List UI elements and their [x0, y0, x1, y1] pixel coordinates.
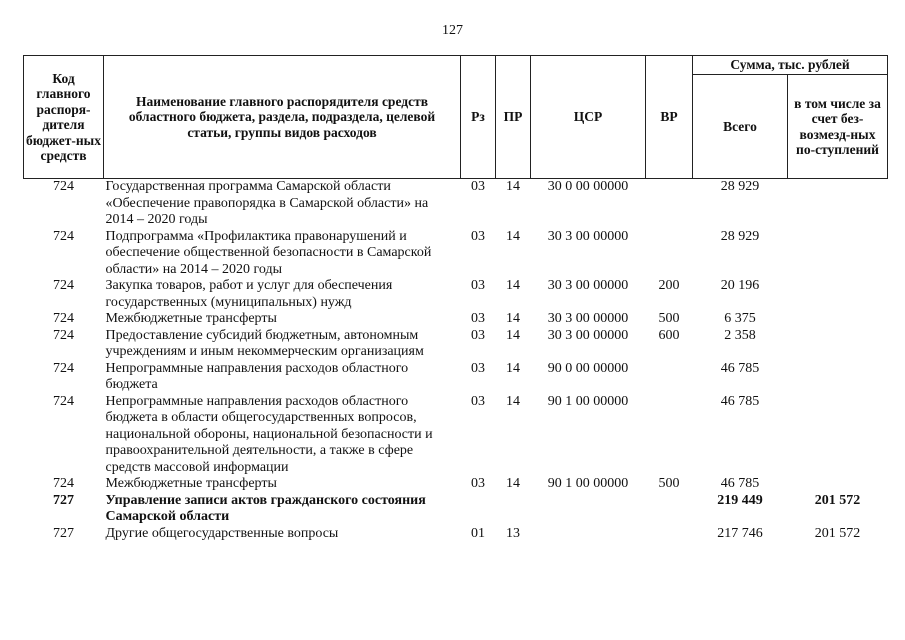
header-row-1	[24, 56, 888, 75]
cell-vr: 500	[658, 476, 680, 491]
cell-code: 727	[53, 492, 74, 508]
cell-name: Закупка товаров, работ и услуг для обеспечения государственных (муниципальных) нужд	[105, 278, 393, 310]
cell-free	[788, 328, 888, 361]
cell-name: Непрограммные направления расходов областного бюджета в области общегосударственных вопросов, национальной обороны, национальной безопасности и правоохранительной деятельности, а также в сфере средств массовой информации	[105, 393, 433, 475]
cell-pr: 14	[506, 179, 520, 194]
cell-pr: 14	[506, 311, 520, 326]
cell-code: 724	[53, 327, 74, 343]
cell-rz: 03	[471, 228, 485, 244]
cell-total: 28 929	[720, 179, 760, 194]
cell-total: 6 375	[724, 311, 756, 326]
cell-name: Другие общегосударственные вопросы	[105, 525, 339, 541]
cell-code: 724	[53, 311, 74, 326]
cell-csr: 30 3 00 00000	[547, 311, 629, 326]
cell-pr: 14	[506, 360, 520, 376]
cell-pr	[496, 493, 531, 526]
cell-total: 217 746	[717, 525, 763, 541]
col-header-csr: ЦСР	[531, 56, 646, 179]
cell-total: 46 785	[720, 476, 760, 491]
cell-vr	[646, 361, 693, 394]
table-row	[24, 493, 888, 526]
cell-csr	[531, 493, 646, 526]
cell-code: 724	[53, 393, 74, 409]
cell-code: 724	[53, 476, 74, 491]
cell-pr: 14	[506, 393, 520, 409]
cell-name: Межбюджетные трансферты	[105, 476, 277, 491]
cell-name: Межбюджетные трансферты	[105, 311, 277, 326]
cell-name: Предоставление субсидий бюджетным, автономным учреждениям и иным некоммерческим организациям	[105, 327, 424, 359]
cell-csr: 30 3 00 00000	[547, 278, 629, 293]
cell-pr: 13	[506, 525, 520, 541]
cell-free	[788, 476, 888, 493]
cell-rz: 03	[471, 278, 485, 293]
cell-vr	[646, 493, 693, 526]
table-row	[24, 229, 888, 279]
col-header-code: Код главного распоря-дителя бюджет-ных средств	[24, 56, 104, 179]
col-header-name: Наименование главного распорядителя средств областного бюджета, раздела, подраздела, целевой статьи, группы видов расходов	[104, 56, 461, 179]
cell-vr: 500	[658, 311, 680, 326]
cell-vr	[646, 394, 693, 477]
cell-vr	[646, 179, 693, 229]
cell-rz: 03	[471, 179, 485, 194]
cell-free: 201 572	[814, 492, 861, 508]
page-number: 127	[442, 23, 463, 38]
cell-vr: 600	[658, 327, 680, 343]
table-row	[24, 278, 888, 311]
cell-pr: 14	[506, 278, 520, 293]
table-row	[24, 311, 888, 328]
cell-csr: 90 1 00 00000	[547, 393, 629, 409]
cell-name: Подпрограмма «Профилактика правонарушений и обеспечение общественной безопасности в Самарской области» на 2014 – 2020 годы	[105, 228, 432, 277]
cell-free: 201 572	[814, 525, 861, 541]
cell-rz: 03	[471, 393, 485, 409]
cell-rz: 01	[471, 525, 485, 541]
cell-free	[788, 179, 888, 229]
cell-rz: 03	[471, 311, 485, 326]
cell-total: 46 785	[720, 360, 760, 376]
col-header-total: Всего	[693, 75, 788, 179]
cell-total: 219 449	[717, 492, 763, 508]
cell-csr: 90 0 00 00000	[547, 360, 629, 376]
cell-name: Непрограммные направления расходов областного бюджета	[105, 360, 409, 392]
cell-free	[788, 361, 888, 394]
cell-csr: 90 1 00 00000	[547, 476, 629, 491]
cell-vr: 200	[658, 278, 680, 293]
cell-pr: 14	[506, 228, 520, 244]
col-header-pr: ПР	[496, 56, 531, 179]
cell-csr	[531, 526, 646, 543]
cell-code: 724	[53, 278, 74, 293]
cell-total: 28 929	[720, 228, 760, 244]
cell-total: 2 358	[724, 327, 756, 343]
cell-vr	[646, 526, 693, 543]
table-row	[24, 526, 888, 543]
cell-csr: 30 0 00 00000	[547, 179, 629, 194]
cell-total: 20 196	[720, 278, 760, 293]
table-row	[24, 328, 888, 361]
cell-csr: 30 3 00 00000	[547, 327, 629, 343]
cell-rz: 03	[471, 327, 485, 343]
cell-pr: 14	[506, 327, 520, 343]
cell-code: 724	[53, 179, 74, 194]
cell-total: 46 785	[720, 393, 760, 409]
table-row	[24, 179, 888, 229]
cell-name: Государственная программа Самарской области «Обеспечение правопорядка в Самарской области» на 2014 – 2020 годы	[105, 179, 429, 227]
col-header-vr: ВР	[646, 56, 693, 179]
cell-vr	[646, 229, 693, 279]
cell-rz	[461, 493, 496, 526]
cell-code: 724	[53, 228, 74, 244]
cell-free	[788, 311, 888, 328]
table-row	[24, 476, 888, 493]
cell-code: 727	[53, 525, 74, 541]
cell-free	[788, 229, 888, 279]
cell-free	[788, 278, 888, 311]
budget-table	[23, 55, 888, 542]
table-row	[24, 361, 888, 394]
cell-name: Управление записи актов гражданского состояния Самарской области	[105, 492, 426, 524]
cell-rz: 03	[471, 360, 485, 376]
col-header-sum-group: Сумма, тыс. рублей	[693, 56, 888, 75]
cell-free	[788, 394, 888, 477]
cell-rz: 03	[471, 476, 485, 491]
cell-csr: 30 3 00 00000	[547, 228, 629, 244]
col-header-rz: Рз	[461, 56, 496, 179]
cell-code: 724	[53, 360, 74, 376]
table-row	[24, 394, 888, 477]
cell-pr: 14	[506, 476, 520, 491]
table-body	[24, 179, 888, 543]
col-header-free: в том числе за счет без-возмезд-ных по-ступлений	[788, 75, 888, 179]
